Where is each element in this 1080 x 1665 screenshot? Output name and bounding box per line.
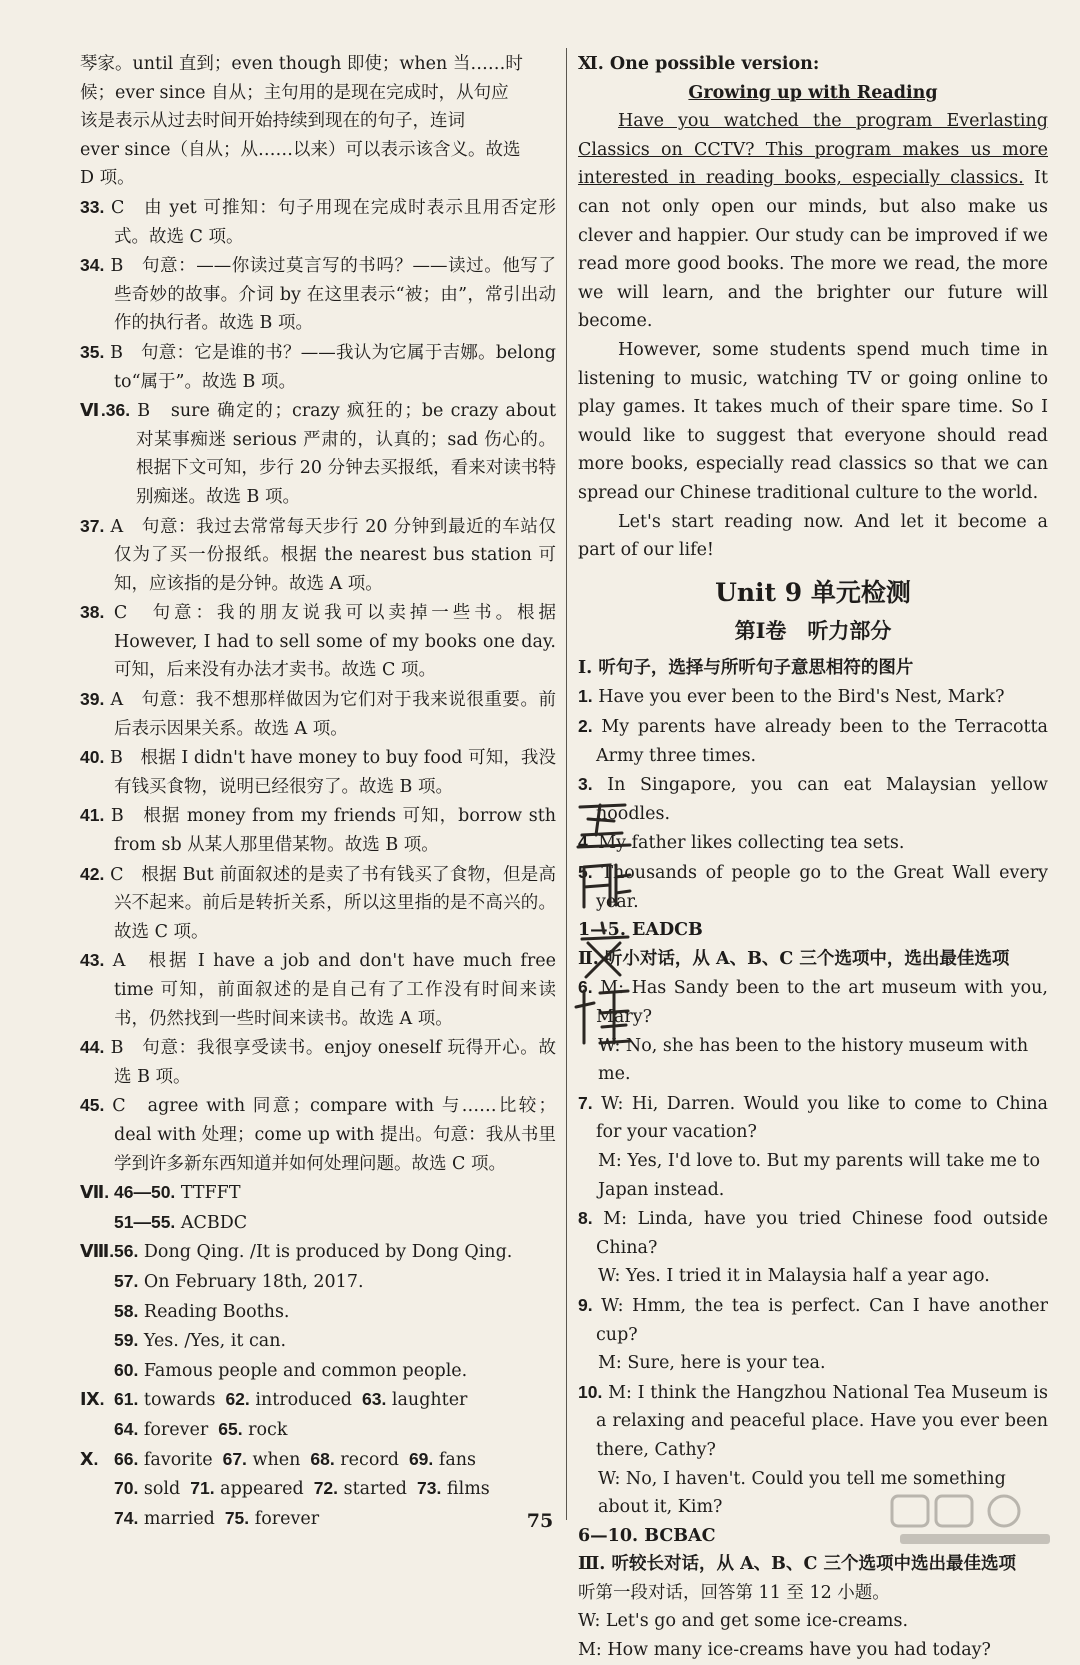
dialogue-number: 7. [578, 1092, 593, 1113]
listening-sentence [578, 770, 1048, 828]
question-number: 45. [80, 1095, 105, 1116]
answer-text: fans [438, 1449, 477, 1470]
answer-row [80, 1297, 556, 1327]
section-label: Ⅸ. [80, 1389, 105, 1410]
answer-number: 73. [417, 1478, 442, 1499]
essay-paragraph-2: However, some students spend much time in listening to music, watching TV or going online to play games. It takes much of their spare time. So I would like to suggest that everyone should read more books, especially read classics so that we can spread our Chinese traditional culture to the world. [578, 339, 1048, 503]
answer-number: 66. [114, 1448, 139, 1469]
dialogue-number: 9. [578, 1294, 593, 1315]
section-2-list [578, 973, 1048, 1521]
explanation-text: B 句意：我很享受读书。enjoy oneself 玩得开心。故选 B 项。 [110, 1038, 556, 1087]
answer-item [114, 1361, 467, 1381]
explanation-text: B 句意：它是谁的书？——我认为它属于吉娜。belong to“属于”。故选 B 项。 [110, 342, 556, 392]
answer-item [114, 1420, 208, 1440]
answer-row [80, 1178, 556, 1208]
listening-sentence [578, 858, 1048, 916]
answer-text: laughter [391, 1390, 468, 1411]
answer-item [114, 1331, 286, 1351]
question-explanation [80, 860, 556, 947]
section-1-list [578, 682, 1048, 916]
sentence-text: Thousands of people go to the Great Wall every year. [596, 863, 1048, 912]
dialogue-line [578, 1147, 1048, 1204]
sentence-number: 1. [578, 686, 593, 707]
answer-number: 70. [114, 1478, 139, 1499]
section-3-line-1: W: Let's go and get some ice-creams. [578, 1611, 909, 1632]
question-number: 34. [80, 255, 105, 276]
answer-text: appeared [220, 1479, 304, 1500]
answer-text: Reading Booths. [143, 1301, 290, 1322]
answer-item [114, 1390, 215, 1410]
dialogue-text: M: Linda, have you tried Chinese food outside China? [596, 1209, 1048, 1258]
answer-row [80, 1356, 556, 1386]
answer-item [225, 1385, 352, 1415]
answer-text: sold [143, 1479, 181, 1500]
section-3-line-2: M: How many ice-creams have you had today? [578, 1640, 991, 1661]
explanation-text: B 根据 money from my friends 可知，borrow sth from sb 从某人那里借某物。故选 B 项。 [110, 806, 556, 856]
listening-sentence [578, 712, 1048, 770]
listening-sentence [578, 682, 1048, 712]
essay-title: Growing up with Reading [688, 82, 938, 103]
answer-row [80, 1474, 556, 1504]
answer-row [80, 1385, 556, 1415]
handwritten-annotation [570, 795, 640, 1055]
answer-item [114, 1272, 364, 1292]
question-number: 38. [80, 602, 105, 623]
left-column [80, 50, 556, 1533]
dialogue-number: 8. [578, 1208, 593, 1229]
sentence-text: My parents have already been to the Terracotta Army three times. [596, 717, 1048, 766]
question-number: 44. [80, 1037, 105, 1058]
answer-item [114, 1302, 290, 1322]
explanation-line: 琴家。until 直到；even though 即使；when 当……时 [80, 54, 523, 74]
answer-number: 56. [114, 1241, 139, 1262]
answer-number: 58. [114, 1300, 139, 1321]
dialogue-text: M: Has Sandy been to the art museum with you, Mary? [596, 978, 1048, 1027]
answer-row [80, 1208, 556, 1238]
answer-row [80, 1326, 556, 1356]
essay-paragraph-1 [578, 107, 1048, 336]
question-explanation [80, 685, 556, 743]
answer-number: 68. [310, 1448, 335, 1469]
dialogue-text: M: I think the Hangzhou National Tea Museum is a relaxing and peaceful place. Have you ever been there, Cathy? [596, 1382, 1048, 1460]
explanation-text: B sure 确定的；crazy 疯狂的；be crazy about 对某事痴迷 serious 严肃的，认真的；sad 伤心的。根据下文可知，步行 20 分钟去买报纸，看来对读书特别痴迷。故选 B 项。 [136, 401, 556, 507]
question-number: 43. [80, 950, 105, 971]
section-1-answer: 1—5. EADCB [578, 920, 703, 941]
section-1-heading: Ⅰ. 听句子，选择与所听句子意思相符的图片 [578, 657, 914, 678]
sentence-number: 3. [578, 774, 593, 795]
answer-item [190, 1474, 303, 1504]
answer-number: 61. [114, 1389, 139, 1410]
essay-heading: Ⅺ. One possible version: [578, 54, 820, 74]
explanation-text: C 句意：我的朋友说我可以卖掉一些书。根据 However, I had to sell some of my books one day. 可知，后来没有办法才卖书。故选 C 项。 [113, 603, 556, 681]
section-label: Ⅷ. [80, 1241, 115, 1262]
dialogue-line [578, 973, 1048, 1031]
listening-sentence [578, 828, 1048, 858]
sentence-number: 4. [578, 832, 593, 853]
explanation-text: A 句意：我不想那样做因为它们对于我来说很重要。前后表示因果关系。故选 A 项。 [110, 690, 556, 739]
section-label: Ⅶ. [80, 1182, 110, 1203]
right-column [578, 50, 1048, 1665]
question-explanation [80, 1091, 556, 1178]
section-3-heading: Ⅲ. 听较长对话，从 A、B、C 三个选项中选出最佳选项 [578, 1554, 1016, 1575]
dialogue-line [578, 1291, 1048, 1349]
answer-item [114, 1479, 180, 1499]
answer-item [114, 1183, 241, 1203]
question-explanation [80, 338, 556, 396]
explanation-text: C agree with 同意；compare with 与……比较；deal with 处理；come up with 提出。句意：我从书里学到许多新东西知道并如何处理问题。故选 C 项。 [112, 1096, 556, 1174]
question-number: 41. [80, 805, 105, 826]
answer-text: favorite [143, 1449, 213, 1470]
explanation-text: C 由 yet 可推知：句子用现在完成时表示且用否定形式。故选 C 项。 [111, 197, 556, 247]
sentence-text: Have you ever been to the Bird's Nest, Mark? [598, 687, 1005, 708]
question-explanation [80, 396, 556, 511]
unit-title: Unit 9 单元检测 [715, 577, 911, 607]
answer-text: rock [248, 1419, 288, 1440]
question-number: 37. [80, 515, 105, 536]
answer-number: 51—55. [114, 1211, 176, 1232]
dialogue-number: 10. [578, 1381, 603, 1402]
question-number: 40. [80, 747, 105, 768]
answer-text: introduced [255, 1390, 352, 1411]
answer-item [223, 1445, 301, 1475]
dialogue-text: M: Sure, here is your tea. [598, 1353, 826, 1374]
question-explanation [80, 801, 556, 859]
question-explanation [80, 512, 556, 599]
answer-number: 59. [114, 1330, 139, 1351]
essay-underlined-sentences: Have you watched the program Everlasting Classics on CCTV? This program makes us more interested in reading books, especially classics. [578, 111, 1048, 189]
dialogue-line [578, 1349, 1048, 1378]
essay-paragraph-1-rest: It can not only open our minds, but also make us clever and happier. Our study can be improved if we read more good books. The more we read, the more we will learn, and the brighter our future will become. [578, 168, 1048, 332]
section-2-answer: 6—10. BCBAC [578, 1525, 716, 1546]
answer-text: Famous people and common people. [143, 1360, 468, 1381]
dialogue-line [578, 1089, 1048, 1147]
dialogue-text: W: Hmm, the tea is perfect. Can I have another cup? [596, 1295, 1048, 1345]
answer-text: On February 18th, 2017. [143, 1271, 364, 1292]
explanation-line: 该是表示从过去时间开始持续到现在的句子，连词 [80, 111, 465, 132]
dialogue-text: W: Hi, Darren. Would you like to come to China for your vacation? [596, 1093, 1048, 1143]
answer-number: 63. [361, 1389, 387, 1410]
dialogue-line [578, 1378, 1048, 1465]
answer-number: 75. [224, 1507, 250, 1528]
answer-item [310, 1445, 399, 1475]
sentence-number: 2. [578, 716, 593, 737]
answer-item [114, 1213, 247, 1233]
answer-item [114, 1242, 512, 1262]
answer-text: Yes. /Yes, it can. [143, 1331, 287, 1352]
explanation-text: B 根据 I didn't have money to buy food 可知，我没有钱买食物，说明已经很穷了。故选 B 项。 [109, 748, 556, 797]
dialogue-number: 6. [578, 977, 593, 998]
answer-text: forever [254, 1508, 320, 1529]
part-title: 第Ⅰ卷 听力部分 [734, 618, 892, 644]
section-3-intro: 听第一段对话，回答第 11 至 12 小题。 [578, 1582, 890, 1603]
answer-text: Dong Qing. /It is produced by Dong Qing. [143, 1242, 513, 1263]
answer-text: forever [143, 1419, 209, 1440]
answer-row [80, 1237, 556, 1267]
explanation-text: A 根据 I have a job and don't have much free time 可知，前面叙述的是自己有了工作没有时间来读书，仍然找到一些时间来读书。故选 A 项。 [112, 951, 556, 1029]
dialogue-text: W: Yes. I tried it in Malaysia half a year ago. [598, 1266, 990, 1287]
answer-number: 72. [313, 1478, 339, 1499]
dialogue-line [578, 1262, 1048, 1291]
section-2-heading: Ⅱ. 听小对话，从 A、B、C 三个选项中，选出最佳选项 [578, 948, 1010, 969]
answer-item [114, 1450, 213, 1470]
question-number: Ⅵ.36. [80, 400, 131, 421]
question-explanation [80, 598, 556, 685]
answer-number: 67. [222, 1448, 247, 1469]
answer-text: ACBDC [180, 1212, 248, 1233]
explanation-line: D 项。 [80, 168, 135, 189]
answer-text: when [252, 1449, 301, 1470]
answer-item [314, 1474, 407, 1504]
page-number: 75 [526, 1510, 554, 1532]
explanation-text: C 根据 But 前面叙述的是卖了书有钱买了食物，但是高兴不起来。前后是转折关系，所以这里指的是不高兴的。故选 C 项。 [110, 864, 556, 942]
section-label: Ⅹ. [80, 1448, 99, 1469]
answer-text: started [343, 1479, 408, 1500]
answer-number: 57. [114, 1270, 139, 1291]
answer-number: 46—50. [114, 1182, 176, 1203]
question-explanation [80, 1033, 556, 1091]
explanation-text: B 句意：——你读过莫言写的书吗？——读过。他写了些奇妙的故事。介词 by 在这里表示“被；由”，常引出动作的执行者。故选 B 项。 [110, 256, 556, 334]
answer-number: 69. [408, 1448, 434, 1469]
answer-item [362, 1385, 467, 1415]
answer-item [218, 1415, 287, 1445]
question-number: 33. [80, 196, 105, 217]
answer-number: 64. [114, 1418, 139, 1439]
answer-number: 74. [114, 1507, 139, 1528]
question-explanation [80, 743, 556, 801]
answer-text: married [143, 1508, 215, 1529]
answer-row [80, 1415, 556, 1445]
explanation-line: 候；ever since 自从；主句用的是现在完成时，从句应 [80, 82, 509, 103]
dialogue-text: M: Yes, I'd love to. But my parents will take me to Japan instead. [598, 1150, 1041, 1200]
question-explanation [80, 193, 556, 251]
dialogue-text: W: No, I haven't. Could you tell me something about it, Kim? [598, 1468, 1006, 1518]
answer-number: 60. [114, 1359, 139, 1380]
answer-number: 71. [190, 1478, 215, 1499]
answer-row [80, 1445, 556, 1475]
question-number: 39. [80, 689, 105, 710]
explanation-text: A 句意：我过去常常每天步行 20 分钟到最近的车站仅仅为了买一份报纸。根据 the nearest bus station 可知，应该指的是分钟。故选 A 项。 [110, 516, 556, 594]
sentence-number: 5. [578, 862, 593, 883]
sentence-text: In Singapore, you can eat Malaysian yellow noodles. [596, 775, 1048, 824]
answer-text: towards [143, 1390, 216, 1411]
answer-text: TTFFT [180, 1183, 241, 1204]
answer-item [417, 1474, 490, 1504]
answer-number: 65. [218, 1418, 243, 1439]
question-explanation [80, 946, 556, 1033]
sentence-text: My father likes collecting tea sets. [598, 833, 905, 854]
essay-paragraph-3: Let's start reading now. And let it become a part of our life! [578, 511, 1048, 561]
question-explanation [80, 251, 556, 338]
column-divider [566, 48, 567, 1520]
question-number: 35. [80, 341, 105, 362]
answer-text: record [340, 1449, 399, 1470]
answer-text: films [446, 1479, 490, 1500]
dialogue-text: W: No, she has been to the history museum with me. [598, 1035, 1029, 1085]
answer-number: 62. [225, 1389, 250, 1410]
answer-row [80, 1267, 556, 1297]
question-number: 42. [80, 863, 105, 884]
dialogue-line [578, 1032, 1048, 1089]
answer-item [409, 1445, 476, 1475]
dialogue-line [578, 1204, 1048, 1262]
explanation-line: ever since（自从；从……以来）可以表示该含义。故选 [80, 139, 521, 160]
